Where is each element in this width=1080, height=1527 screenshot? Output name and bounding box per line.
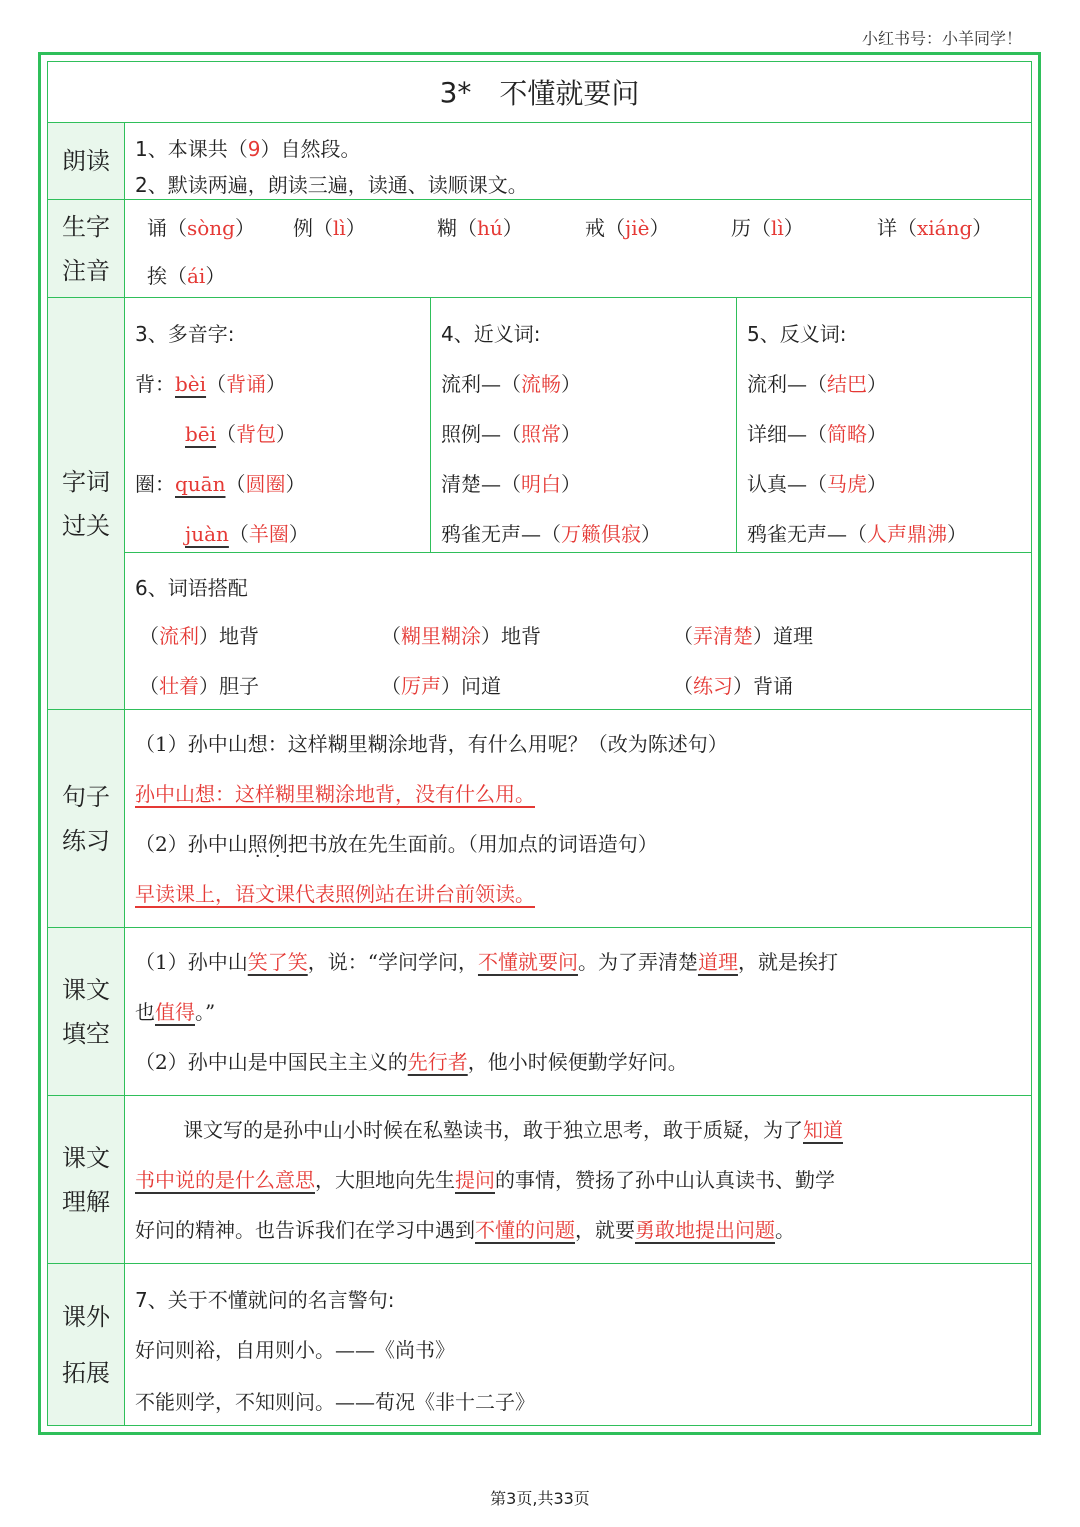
- quote-2: 不能则学，不知则问。——荀况《非十二子》: [135, 1390, 535, 1414]
- watermark: 小红书号：小羊同学！: [861, 29, 1022, 48]
- match-item: （流利）地背: [139, 624, 259, 648]
- polyphone-row: juàn（羊圈）: [185, 522, 309, 546]
- synonym-item: 清楚—（明白）: [441, 472, 581, 496]
- section-newchar: [48, 200, 1031, 298]
- read-line-1: 1、本课共（9）自然段。: [135, 137, 361, 161]
- lesson-name: 不懂就要问: [499, 77, 640, 110]
- polyphone-row: bēi（背包）: [185, 422, 297, 446]
- worksheet-frame: [38, 52, 1041, 1435]
- understand-line-2: 书中说的是什么意思，大胆地向先生提问的事情，赞扬了孙中山认真读书、勤学: [135, 1168, 835, 1192]
- page-number: 第3页,共33页: [490, 1489, 590, 1508]
- section-words: [48, 298, 1031, 710]
- synonym-item: 流利—（流畅）: [441, 372, 581, 396]
- section-extend: [48, 1264, 1031, 1425]
- sentence-question-2: （2）孙中山照例把书放在先生面前。（用加点的词语造句）: [135, 832, 658, 856]
- sentence-answer-1: 孙中山想：这样糊里糊涂地背，没有什么用。: [135, 782, 535, 806]
- sentence-question-1: （1）孙中山想：这样糊里糊涂地背，有什么用呢？（改为陈述句）: [135, 732, 728, 756]
- paragraph-count: 9: [247, 137, 261, 161]
- antonym-item: 流利—（结巴）: [747, 372, 887, 396]
- section-read: [48, 123, 1031, 200]
- match-item: （壮着）胆子: [139, 674, 259, 698]
- polyphone-title: 3、多音字:: [135, 322, 235, 346]
- worksheet-table: [47, 61, 1032, 1426]
- lesson-title: [48, 62, 1031, 123]
- label-extend: 课外 拓展: [48, 1264, 125, 1425]
- section-understand: [48, 1096, 1031, 1264]
- newchar-item: 挨（ái）: [147, 264, 226, 288]
- match-item: （练习）背诵: [673, 674, 793, 698]
- newchar-item: 详（xiáng）: [877, 216, 993, 240]
- polyphone-row: 圈：quān（圆圈）: [135, 472, 306, 496]
- newchar-item: 例（lì）: [293, 216, 366, 240]
- synonym-item: 照例—（照常）: [441, 422, 581, 446]
- antonym-title: 5、反义词:: [747, 322, 847, 346]
- newchar-item: 糊（hú）: [437, 216, 523, 240]
- label-fill: 课文 填空: [48, 928, 125, 1095]
- newchar-item: 历（lì）: [731, 216, 804, 240]
- match-title: 6、词语搭配: [135, 576, 248, 600]
- antonym-item: 认真—（马虎）: [747, 472, 887, 496]
- understand-line-1: 课文写的是孙中山小时候在私塾读书，敢于独立思考，敢于质疑，为了知道: [183, 1118, 843, 1142]
- understand-line-3: 好问的精神。也告诉我们在学习中遇到不懂的问题，就要勇敢地提出问题。: [135, 1218, 795, 1242]
- match-item: （弄清楚）道理: [673, 624, 813, 648]
- read-line-2: 2、默读两遍，朗读三遍，读通、读顺课文。: [135, 173, 528, 197]
- match-item: （糊里糊涂）地背: [381, 624, 541, 648]
- fill-line-2: 也值得。”: [135, 1000, 216, 1024]
- lesson-number: 3*: [439, 75, 472, 109]
- label-words: 字词 过关: [48, 298, 125, 709]
- synonym-title: 4、近义词:: [441, 322, 541, 346]
- newchar-item: 戒（jiè）: [585, 216, 670, 240]
- fill-line-3: （2）孙中山是中国民主主义的先行者，他小时候便勤学好问。: [135, 1050, 688, 1074]
- antonym-item: 鸦雀无声—（人声鼎沸）: [747, 522, 967, 546]
- newchar-item: 诵（sòng）: [147, 216, 255, 240]
- synonym-item: 鸦雀无声—（万籁俱寂）: [441, 522, 661, 546]
- section-sentence: [48, 710, 1031, 928]
- sentence-answer-2: 早读课上，语文课代表照例站在讲台前领读。: [135, 882, 535, 906]
- extend-title: 7、关于不懂就问的名言警句:: [135, 1288, 395, 1312]
- label-read: 朗读: [48, 123, 125, 199]
- antonym-item: 详细—（简略）: [747, 422, 887, 446]
- label-understand: 课文 理解: [48, 1096, 125, 1263]
- fill-line-1: （1）孙中山笑了笑，说：“学问学问，不懂就要问。为了弄清楚道理，就是挨打: [135, 950, 838, 974]
- label-sentence: 句子 练习: [48, 710, 125, 927]
- quote-1: 好问则裕，自用则小。——《尚书》: [135, 1338, 455, 1362]
- match-item: （厉声）问道: [381, 674, 501, 698]
- polyphone-row: 背：bèi（背诵）: [135, 372, 287, 396]
- label-newchar: 生字 注音: [48, 200, 125, 297]
- section-fill: [48, 928, 1031, 1096]
